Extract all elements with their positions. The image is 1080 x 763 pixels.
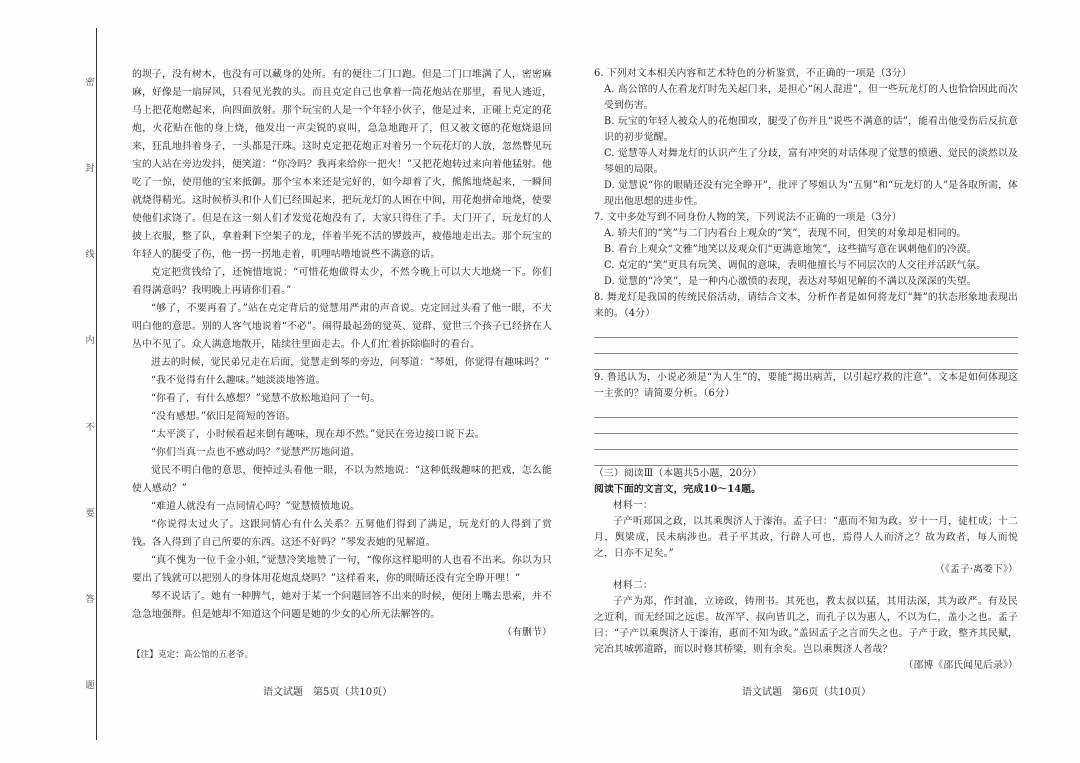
margin-char: 密: [85, 77, 95, 88]
question-9-answer-area[interactable]: [594, 402, 1018, 466]
material-1-label: 材料一：: [613, 500, 653, 511]
passage-paragraph: “真不愧为一位千金小姐，”觉慧冷笑地赞了一句，“像你这样聪明的人也看不出来。你以为只要出了钱就可以把别人的身体用花炮乱烧吗？”这样看来，你的眼睛还没有完全睁开哩！”: [132, 555, 552, 584]
passage-paragraph: “你看了，有什么感想？”觉慧不放松地追问了一句。: [151, 393, 381, 404]
margin-char: 题: [85, 681, 95, 692]
answer-line: [594, 354, 1018, 370]
question-7-stem: 7. 文中多处写到不同身份人物的笑，下列说法不正确的一项是（3分）: [594, 212, 902, 223]
left-page-body: [132, 66, 552, 662]
passage-paragraph: 觉民不明白他的意思，便掉过头看他一眼，不以为然地说：“这种低级趣味的把戏，怎么能使人感动？”: [132, 465, 552, 494]
answer-line: [594, 322, 1018, 338]
passage-paragraph: 的坝子，没有树木，也没有可以藏身的处所。有的便往二门口跑。但是二门口堆满了人，密密麻麻，好像是一扇屏风，只看见光教的头。而且克定自己也拿着一筒花炮站在那里，看见人逃近，马上把花炮燃起来，向四面放射。那个玩宝的人是一个年轻小伙子，他是过来，正碰上克定的花炮，火花贴在他的身上烧，他发出一声尖锐的哀叫，急急地跑开了，但又被文德的花炮烧退回来，狂乱地抖着身子，一头都是汗珠。这时克定把花炮正对着另一个玩花灯的人放，忽然瞥见玩宝的人站在旁边发抖，便笑道：“你冷吗？我再来给你一把火！”又把花炮转过来向着他猛射。他吃了一惊，使用他的宝来抵御。那个宝本来还是完好的，如今却着了火，熊熊地烧起来，一瞬间就烧得精光。这时候桥头和仆人们已经围起来，把玩龙灯的人困在中间，用花炮拼命地烧，使要使他们求饶了。但是在这一刻人们才发觉花炮没有了，大家只得住了手。大门开了，玩龙灯的人披上衣服，整了队，拿着剩下空架子的龙，伴着半死不活的锣鼓声，疲倦地走出去。那个玩宝的年轻人的腿受了伤，他一拐一拐地走着，叽哩咕噜地说些不满意的话。: [132, 69, 552, 260]
material-1-source: （《孟子·离娄下》）: [935, 564, 1018, 575]
passage-paragraph: 进去的时候，觉民弟兄走在后面，觉慧走到琴的旁边，问琴道：“琴姐，你觉得有趣味吗？”: [151, 357, 550, 368]
question-8-answer-area[interactable]: [594, 322, 1018, 370]
footnote: 【注】克定：高公馆的五老爷。: [132, 650, 254, 660]
material-1-text: 子产听郑国之政，以其乘舆济人于溱洧。孟子曰：“惠而不知为政。岁十一月，徒杠成；十二月，舆梁成，民未病涉也。君子平其政，行辟人可也，焉得人人而济之？故为政者，每人而悦之，日亦不足矣。”: [594, 516, 1018, 559]
answer-line: [594, 418, 1018, 434]
margin-char: 答: [85, 595, 95, 606]
passage-paragraph: “你说得太过火了。这跟同情心有什么关系？五舅他们得到了满足，玩龙灯的人得到了赏钱。各人得到了自己所要的东西。这还不好吗？”琴发表她的见解道。: [132, 519, 552, 548]
question-9-stem: 9. 鲁迅认为，小说必须是“为人生”的，要能“揭出病苦，以引起疗救的注意”。文本是如何体现这一主张的？请简要分析。（6分）: [594, 372, 1018, 399]
material-2-label: 材料二：: [613, 580, 653, 591]
passage-paragraph: 克定把赏钱给了，还惋惜地说：“可惜花炮做得太少，不然今晚上可以大大地烧一下。你们看得满意吗？我明晚上再请你们看。”: [132, 267, 552, 296]
answer-line: [594, 402, 1018, 418]
question-6-option: D. 觉慧说“你的眼睛还没有完全睁开”，批评了琴姐认为“五舅”和“玩龙灯的人”是各取所需，体现出他思想的进步性。: [604, 180, 1018, 207]
right-page-body: [594, 66, 1018, 674]
question-7-option: A. 轿夫们的“笑”与二门内看台上观众的“笑”，表现不同，但笑的对象却是相同的。: [604, 228, 967, 239]
question-6-stem: 6. 下列对文本相关内容和艺术特色的分析鉴赏，不正确的一项是（3分）: [594, 68, 912, 79]
passage-paragraph: 琴不说话了。她有一种脾气，她对于某一个问题回答不出来的时候，便闭上嘴去思索，并不急急地强辩。但是她却不知道这个问题是她的少女的心所无法解答的。: [132, 591, 552, 620]
margin-char: 要: [85, 508, 95, 519]
page-footer-right: 语文试题 第6页（共10页）: [742, 687, 872, 698]
question-7-option: B. 看台上观众“文雅”地笑以及观众们“更满意地笑”，这些描写意在讽刺他们的冷漠。: [604, 244, 977, 255]
answer-line: [594, 450, 1018, 466]
margin-char: 内: [85, 336, 95, 347]
answer-line: [594, 338, 1018, 354]
material-2-text: 子产为郑，作封洫，立谤政，铸刑书。其死也，教太叔以猛，其用法深，其为政严。有及民之近利，而无经国之远虑。故浑罕、叔向皆讥之，而孔子以为惠人，不以为仁，盖小之也。孟子曰：“子产以乘舆济人于溱洧，惠而不知为政。”盖因孟子之言而失之也。子产于政，整齐其民赋，完冶其城郭道路，而以时修其桥梁，则有余矣。岂以乘舆济人者哉？: [594, 596, 1018, 655]
page-footer-left: 语文试题 第5页（共10页）: [263, 687, 393, 698]
question-8-stem: 8. 舞龙灯是我国的传统民俗活动，请结合文本，分析作者是如何将龙灯“舞”的状态形象地表现出来的。（4分）: [594, 292, 1018, 319]
passage-paragraph: “太平淡了，小时候看起来倒有趣味，现在却不然。”觉民在旁边接口说下去。: [151, 429, 485, 440]
margin-char: 封: [85, 163, 95, 174]
binding-line: [96, 28, 97, 740]
passage-paragraph: “没有感想。”依旧是简短的答语。: [151, 411, 296, 422]
passage-paragraph: “我不觉得有什么趣味。”她淡淡地答道。: [151, 375, 326, 386]
margin-char: 不: [85, 422, 95, 433]
passage-paragraph: “你们当真一点也不感动吗？”觉慧严厉地问道。: [151, 447, 361, 458]
abridged-note: （有删节）: [502, 627, 552, 638]
passage-paragraph: “难道人就没有一点同情心吗？”觉慧愤愤地说。: [151, 501, 361, 512]
question-6-option: B. 玩宝的年轻人被众人的花炮围攻，腿受了伤并且“说些不满意的话”，能看出他受伤后反抗意识的初步觉醒。: [604, 116, 1018, 143]
passage-paragraph: “够了，不要再看了。”站在克定背后的觉慧用严肃的声音说。克定回过头看了他一眼，不大明白他的意思。别的人客气地说着“不必”。闹得最起劲的觉英、觉群、觉世三个孩子已经挤在人丛中不见了。众人满意地散开，陆续往里面走去。仆人们忙着拆除临时的看台。: [132, 303, 552, 350]
question-6-option: A. 高公馆的人在看龙灯时先关起门来，是担心“闲人混进”，但一些玩龙灯的人也恰恰因此而次受到伤害。: [604, 84, 1018, 111]
question-7-option: C. 克定的“笑”更具有玩笑、调侃的意味，表明他擅长与不同层次的人交往并活跃气氛。: [604, 260, 987, 271]
margin-char: 线: [85, 250, 95, 261]
material-2-source: （邵博《邵氏闻见后录》）: [903, 660, 1018, 671]
section-heading: （三）阅读Ⅲ（本题共5小题，20分）: [594, 468, 763, 479]
section-instruction: 阅读下面的文言文，完成10～14题。: [594, 484, 762, 495]
question-7-option: D. 觉慧的“冷笑”，是一种内心激愤的表现，表达对琴姐见解的不满以及深深的失望。: [604, 276, 977, 287]
question-6-option: C. 觉慧等人对舞龙灯的认识产生了分歧，富有冲突的对话体现了觉慧的愤懑、觉民的淡然以及琴姐的局限。: [604, 148, 1018, 175]
answer-line: [594, 434, 1018, 450]
binding-margin: [84, 40, 96, 730]
